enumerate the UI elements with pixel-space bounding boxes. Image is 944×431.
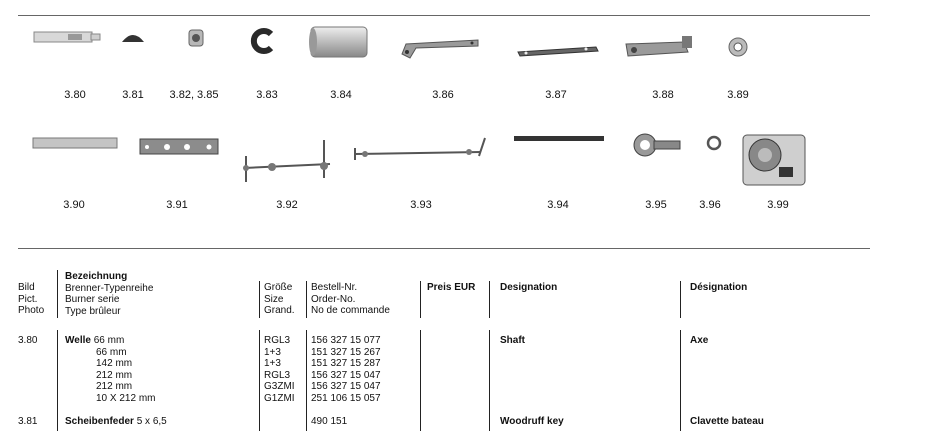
grand-value: RGL3 [264, 369, 291, 381]
header-title: Bezeichnung [65, 271, 128, 282]
order-number: 156 327 15 047 [311, 369, 381, 381]
order-number: 156 327 15 077 [311, 335, 381, 346]
part-label: 3.80 [64, 89, 86, 101]
order-number: 490 151 [311, 416, 348, 427]
header-text: Size [264, 293, 284, 305]
part-label: 3.86 [432, 89, 454, 101]
order-number: 151 327 15 287 [311, 358, 381, 369]
column-divider [680, 330, 681, 431]
header-text: Photo [18, 305, 45, 316]
linkage-assembly-part-icon [240, 136, 336, 186]
part-label: 3.93 [410, 199, 432, 211]
grand-value: G3ZMI [264, 381, 295, 392]
crank-lever-part-icon [624, 34, 700, 60]
part-label: 3.83 [256, 89, 278, 101]
grand-value: 1+3 [264, 346, 281, 358]
column-divider [489, 281, 490, 318]
header-description [65, 271, 153, 317]
order-number: 156 327 15 047 [311, 381, 381, 392]
row-pict: 3.81 [18, 416, 38, 427]
column-divider [57, 270, 58, 318]
part-label: 3.95 [645, 199, 667, 211]
size-value: 66 mm [96, 346, 127, 358]
header-price: Preis EUR [427, 282, 476, 293]
part-label: 3.87 [545, 89, 567, 101]
shaft-part-icon [33, 28, 101, 46]
header-text: Grand. [264, 305, 295, 316]
header-designation-fr: Désignation [690, 282, 748, 293]
column-divider [420, 330, 421, 431]
part-label: 3.99 [767, 199, 789, 211]
header-text: No de commande [311, 305, 390, 316]
row-description [65, 335, 155, 404]
header-text: Type brûleur [65, 305, 121, 317]
part-name: Welle [65, 335, 91, 346]
header-text: Order-No. [311, 293, 356, 305]
part-label: 3.81 [122, 89, 144, 101]
part-label: 3.89 [727, 89, 749, 101]
size-value: 66 mm [93, 335, 125, 346]
woodruff-key-part-icon [121, 32, 145, 44]
ball-joint-part-icon [632, 130, 682, 160]
header-pict [18, 282, 44, 317]
part-label: 3.84 [330, 89, 352, 101]
designation-en: Shaft [500, 335, 525, 346]
header-size [264, 282, 295, 317]
flat-bar-part-icon [513, 135, 605, 143]
column-divider [420, 281, 421, 318]
o-ring-part-icon [704, 134, 724, 152]
washer-part-icon [726, 36, 750, 58]
sleeve-part-icon [307, 25, 371, 59]
header-text: Bestell-Nr. [311, 282, 358, 293]
row-description [65, 416, 167, 428]
column-divider [259, 330, 260, 431]
size-value: 142 mm [96, 358, 133, 369]
header-designation-en: Designation [500, 282, 558, 293]
part-name: Scheibenfeder [65, 416, 134, 427]
designation-fr: Clavette bateau [690, 416, 764, 427]
linkage-rod-part-icon [351, 136, 491, 164]
header-text: Pict. [18, 293, 38, 305]
column-divider [306, 281, 307, 318]
rod-part-icon [32, 136, 118, 150]
grand-value: G1ZMI [264, 392, 295, 404]
lever-part-icon [398, 34, 482, 60]
part-label: 3.91 [166, 199, 188, 211]
perforated-plate-part-icon [139, 137, 219, 157]
part-label: 3.94 [547, 199, 569, 211]
grand-value: RGL3 [264, 335, 291, 346]
motor-plate-part-icon [739, 131, 809, 189]
grand-value: 1+3 [264, 358, 281, 369]
header-text: Bild [18, 282, 35, 293]
part-label: 3.88 [652, 89, 674, 101]
clip-ring-part-icon [249, 26, 277, 56]
order-number: 151 327 15 267 [311, 346, 381, 358]
flat-lever-part-icon [516, 44, 600, 58]
row-pict: 3.80 [18, 335, 38, 346]
header-text: Burner serie [65, 294, 120, 305]
designation-fr: Axe [690, 335, 709, 346]
order-number: 251 106 15 057 [311, 392, 381, 404]
column-divider [306, 330, 307, 431]
part-label: 3.92 [276, 199, 298, 211]
size-value: 212 mm [96, 381, 133, 392]
column-divider [259, 281, 260, 318]
designation-en: Woodruff key [500, 416, 564, 427]
header-text: Brenner-Typenreihe [65, 282, 154, 294]
order-column [311, 335, 381, 404]
grand-column [264, 335, 295, 404]
size-value: 10 X 212 mm [96, 392, 156, 404]
section-rule [18, 248, 870, 249]
part-label: 3.96 [699, 199, 721, 211]
column-divider [57, 330, 58, 431]
size-value: 5 x 6,5 [136, 416, 167, 427]
part-label: 3.90 [63, 199, 85, 211]
nut-part-icon [187, 28, 205, 48]
part-label: 3.82, 3.85 [169, 89, 219, 101]
top-rule [18, 15, 870, 16]
column-divider [489, 330, 490, 431]
header-text: Größe [264, 282, 293, 293]
header-order [311, 282, 390, 317]
column-divider [680, 281, 681, 318]
size-value: 212 mm [96, 369, 133, 381]
